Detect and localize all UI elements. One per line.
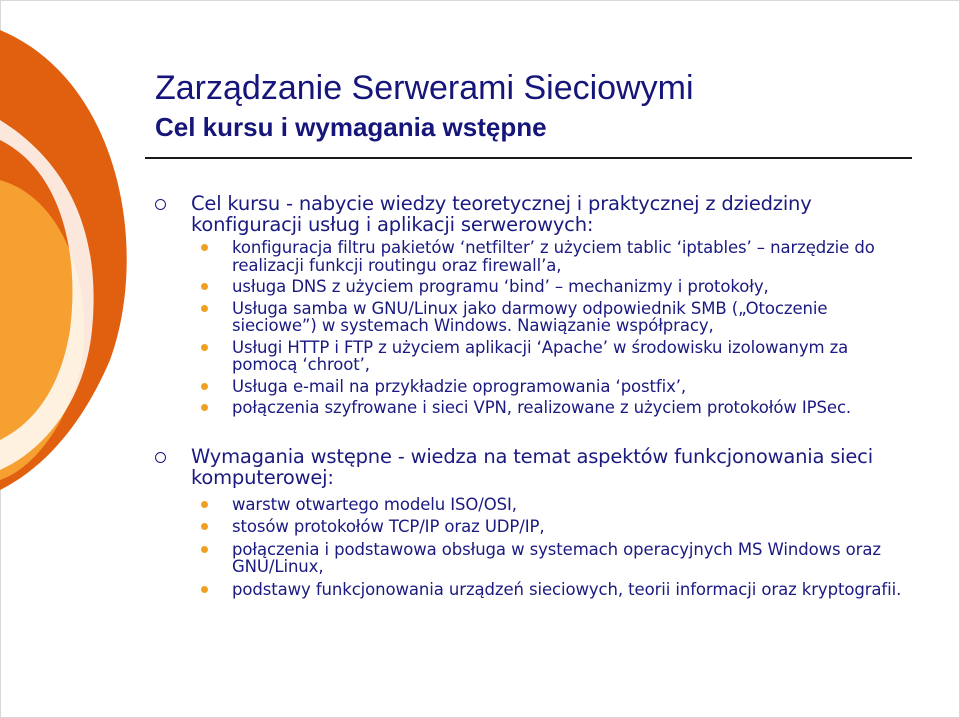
section-heading: Wymagania wstępne - wiedza na temat aspektów funkcjonowania sieci komputerowej: [191,444,873,489]
bullet-dot-icon [201,523,208,530]
bullet-dot-icon [201,244,208,251]
list-item [155,399,915,417]
hollow-bullet-icon [155,452,166,463]
list-item-text: połączenia szyfrowane i sieci VPN, realizowane z użyciem protokołów IPSec. [232,398,852,417]
bullet-dot-icon [201,546,208,553]
list-item [155,496,915,514]
bullet-dot-icon [201,586,208,593]
list-item-text: połączenia i podstawowa obsługa w systemach operacyjnych MS Windows oraz GNU/Linux, [232,539,881,576]
list-item-text: usługa DNS z użyciem programu ‘bind’ – mechanizmy i protokoły, [232,277,769,296]
section-heading: Cel kursu - nabycie wiedzy teoretycznej i praktycznej z dziedziny konfiguracji usług i aplikacji serwerowych: [191,192,812,236]
section-course-goal [155,193,915,417]
list-item-text: warstw otwartego modelu ISO/OSI, [232,494,517,514]
slide-title: Zarządzanie Serwerami Sieciowymi [155,69,694,107]
list-item [155,300,915,335]
list-item-text: stosów protokołów TCP/IP oraz UDP/IP, [232,517,545,536]
list-item [155,239,915,274]
list-item-text: podstawy funkcjonowania urządzeń sieciowych, teorii informacji oraz kryptografii. [232,579,902,599]
list-item [155,278,915,296]
decorative-shapes [0,0,160,718]
bullet-dot-icon [201,501,208,508]
bullet-dot-icon [201,305,208,312]
bullet-dot-icon [201,344,208,351]
bullet-list [155,239,915,417]
list-item-text: Usługi HTTP i FTP z użyciem aplikacji ‘Apache’ w środowisku izolowanym za pomocą ‘chroot’, [232,337,849,374]
title-divider [145,157,912,159]
bullet-dot-icon [201,283,208,290]
slide-subtitle: Cel kursu i wymagania wstępne [155,112,547,142]
hollow-bullet-icon [155,199,166,210]
list-item [155,541,915,576]
list-item-text: Usługa e-mail na przykładzie oprogramowania ‘postfix’, [232,376,687,396]
list-item [155,378,915,396]
section-prerequisites [155,446,915,599]
list-item [155,581,915,599]
list-item [155,518,915,536]
bullet-dot-icon [201,404,208,411]
slide-content [155,193,915,598]
list-item-text: Usługa samba w GNU/Linux jako darmowy odpowiednik SMB („Otoczenie sieciowe”) w systemach Windows. Nawiązanie współpracy, [232,298,828,335]
bullet-dot-icon [201,383,208,390]
list-item-text: konfiguracja filtru pakietów ‘netfilter’ z użyciem tablic ‘iptables’ – narzędzie do realizacji funkcji routingu oraz firewall’a, [232,238,875,275]
list-item [155,339,915,374]
bullet-list [155,496,915,599]
